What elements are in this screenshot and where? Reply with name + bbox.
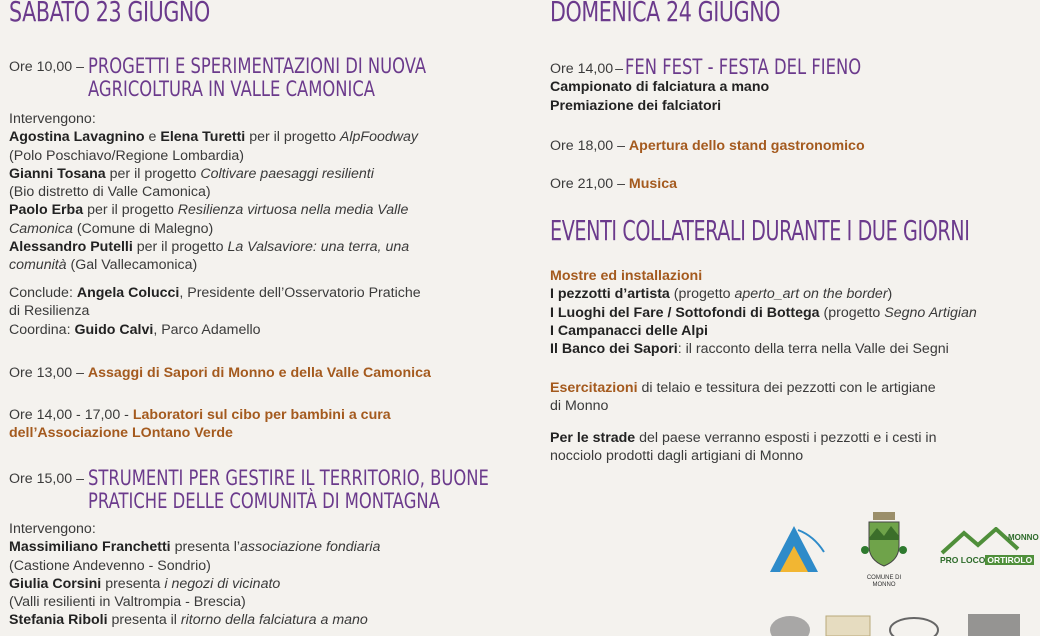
speaker-line (9, 128, 509, 146)
speaker-line (9, 575, 509, 593)
event-14-17 (9, 406, 509, 443)
exhibit-name: Il Banco dei Sapori (550, 341, 678, 358)
saturday-title: SABATO 23 GIUGNO (9, 0, 210, 28)
conclude-label: Conclude: (9, 285, 73, 301)
project-name: La Valsaviore: una terra, una (227, 239, 410, 256)
event-21 (550, 175, 1040, 193)
event-time: Ore 10,00 (9, 59, 73, 75)
speaker-name: Gianni Tosana (9, 165, 106, 182)
esercitazioni-text: di telaio e tessitura dei pezzotti con le artigiane (641, 380, 936, 396)
speaker-text: per il progetto (136, 239, 224, 256)
partner-logos-icon (764, 610, 1040, 636)
project-name: ritorno della falciatura a mano (180, 612, 368, 629)
speaker-text: presenta il (111, 612, 177, 629)
mostre-title: Mostre ed installazioni (550, 268, 703, 284)
coat-of-arms-icon (861, 510, 907, 570)
proloco-text-monno: MONNO (1008, 533, 1039, 542)
event-10-speakers (9, 110, 509, 275)
speaker-text: per il progetto (87, 202, 174, 219)
speaker-affiliation: (Polo Poschiavo/Regione Lombardia) (9, 147, 245, 164)
mountain-logo-icon (768, 520, 830, 576)
speaker-text: per il progetto (249, 129, 336, 146)
strade-block (550, 429, 1040, 466)
project-name: i negozi di vicinato (164, 575, 281, 592)
project-name: Coltivare paesaggi resilienti (200, 165, 374, 182)
comune-caption: COMUNE DI MONNO (866, 575, 902, 589)
speaker-name: Elena Turetti (160, 129, 246, 146)
exhibit-text: (progetto (673, 286, 731, 303)
conclude-text-2: di Resilienza (9, 303, 90, 320)
event-dash: – (76, 59, 84, 75)
esercitazioni-text-2: di Monno (550, 398, 609, 415)
bottom-logos (764, 610, 1040, 636)
event-15 (9, 466, 509, 514)
project-name: AlpFoodway (339, 129, 418, 146)
project-name: Resilienza virtuosa nella media Valle (177, 202, 409, 219)
proloco-logo (938, 527, 1039, 569)
strade-title: Per le strade (550, 430, 636, 446)
strade-text: del paese verranno esposti i pezzotti e i cesti in (639, 430, 937, 446)
exhibit-text: : il racconto della terra nella Valle dei Segni (677, 341, 949, 358)
speaker-text: per il progetto (109, 165, 197, 182)
speaker-text: presenta (105, 575, 161, 592)
project-name: Segno Artigian (884, 304, 977, 321)
speaker-name: Alessandro Putelli (9, 239, 133, 256)
event-title: Apertura dello stand gastronomico (628, 138, 865, 154)
event-title-line2: dell’Associazione LOntano Verde (9, 425, 233, 442)
exhibit-text: ) (887, 286, 893, 303)
event-time: Ore 14,00 (550, 61, 614, 77)
event-14-sunday (550, 55, 1040, 115)
event-title: Musica (628, 176, 678, 192)
event-subtitle: Premiazione dei falciatori (550, 97, 722, 114)
project-name: comunità (9, 257, 67, 274)
speaker-name: Giulia Corsini (9, 575, 102, 592)
event-13 (9, 364, 509, 382)
project-name: Camonica (9, 220, 73, 237)
intervengono-label: Intervengono: (9, 111, 96, 127)
speaker-affiliation: (Valli resilienti in Valtrompia - Brescia) (9, 594, 246, 611)
speaker-line (9, 538, 509, 556)
speaker-text: presenta l’ (174, 539, 241, 556)
speaker-name: Agostina Lavagnino (9, 129, 145, 146)
event-15-speakers (9, 520, 509, 630)
event-title: FEN FEST - FESTA DEL FIENO (625, 55, 862, 79)
event-title-line1: PROGETTI E SPERIMENTAZIONI DI NUOVA (88, 54, 427, 78)
mostre-block (550, 267, 1040, 358)
collateral-title: EVENTI COLLATERALI DURANTE I DUE GIORNI (550, 214, 970, 247)
coordina-label: Coordina: (9, 321, 71, 338)
event-time: Ore 13,00 (9, 365, 73, 381)
event-dash: – (76, 471, 84, 487)
speaker-name: Paolo Erba (9, 202, 84, 219)
conclude-text: , Presidente dell’Osservatorio Pratiche (179, 285, 421, 301)
event-subtitle: Campionato di falciatura a mano (550, 79, 770, 96)
esercitazioni-block (550, 379, 1040, 416)
project-name: aperto_art on the border (734, 286, 888, 303)
event-time: Ore 21,00 (550, 176, 614, 192)
speaker-line (9, 611, 509, 629)
event-time: Ore 15,00 (9, 471, 73, 487)
event-title-line1: STRUMENTI PER GESTIRE IL TERRITORIO, BUONE (88, 466, 489, 490)
strade-text-2: nocciolo prodotti dagli artigiani di Monno (550, 448, 804, 465)
speaker-line (9, 165, 509, 183)
event-time: Ore 14,00 - 17,00 (9, 407, 121, 423)
event-dash: – (617, 176, 625, 192)
coordina-text: , Parco Adamello (153, 321, 261, 338)
event-dash: - (124, 407, 129, 423)
project-name: associazione fondiaria (240, 539, 381, 556)
event-time: Ore 18,00 (550, 138, 614, 154)
speaker-line (9, 201, 509, 219)
event-dash: – (76, 365, 84, 381)
speaker-name: Massimiliano Franchetti (9, 539, 171, 556)
event-title-line2: AGRICOLTURA IN VALLE CAMONICA (88, 77, 376, 102)
exhibit-name: I pezzotti d’artista (550, 286, 670, 303)
comune-logo (858, 510, 910, 589)
proloco-text-a: PRO LOCO (940, 555, 986, 565)
speaker-affiliation: (Bio distretto di Valle Camonica) (9, 184, 211, 201)
conclude-block (9, 284, 509, 339)
mountain-logo (768, 520, 830, 576)
event-10 (9, 54, 509, 102)
speaker-affiliation: (Comune di Malegno) (76, 220, 214, 237)
exhibit-name: I Campanacci delle Alpi (550, 322, 708, 339)
coordina-name: Guido Calvi (74, 321, 154, 338)
conclude-name: Angela Colucci (76, 285, 180, 301)
speaker-name: Stefania Riboli (9, 612, 108, 629)
event-18 (550, 137, 1040, 155)
exhibit-name: I Luoghi del Fare / Sottofondi di Bottega (550, 304, 820, 321)
connector-text: e (148, 129, 157, 146)
speaker-line (9, 238, 509, 256)
event-dash: – (617, 138, 625, 154)
exhibit-text: (progetto (823, 304, 881, 321)
event-title-line1: Laboratori sul cibo per bambini a cura (132, 407, 391, 423)
speaker-line (9, 220, 509, 238)
speaker-affiliation: (Gal Vallecamonica) (70, 257, 198, 274)
proloco-text-b: ORTIROLO (987, 555, 1033, 565)
intervengono-label: Intervengono: (9, 521, 96, 537)
speaker-line (9, 256, 509, 274)
sunday-title: DOMENICA 24 GIUGNO (550, 0, 781, 28)
esercitazioni-title: Esercitazioni (550, 380, 638, 396)
event-title: Assaggi di Sapori di Monno e della Valle Camonica (87, 365, 431, 381)
speaker-affiliation: (Castione Andevenno - Sondrio) (9, 557, 211, 574)
event-dash: – (615, 61, 623, 77)
event-title-line2: PRATICHE DELLE COMUNITÀ DI MONTAGNA (88, 489, 440, 514)
